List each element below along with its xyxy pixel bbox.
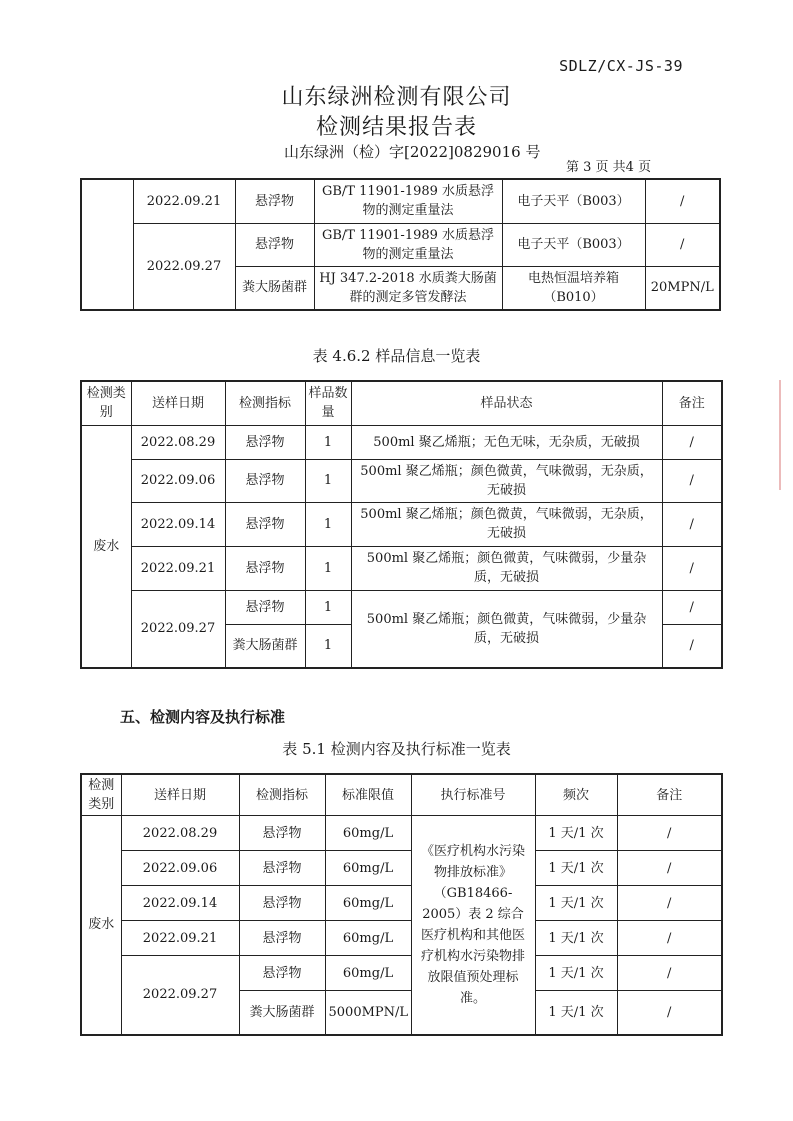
limit-cell: 5000MPN/L <box>325 991 411 1035</box>
header-cell: 执行标准号 <box>411 774 535 816</box>
company-name: 山东绿洲检测有限公司 <box>281 85 512 110</box>
indicator-cell: 悬浮物 <box>235 179 314 223</box>
state-cell: 500ml 聚乙烯瓶；颜色微黄，气味微弱，无杂质，无破损 <box>351 459 662 502</box>
qty-cell: 1 <box>305 624 351 668</box>
indicator-cell: 粪大肠菌群 <box>225 624 305 668</box>
page-info: 第 3 页 共4 页 <box>566 160 652 175</box>
section-5-title: 五、检测内容及执行标准 <box>120 708 286 726</box>
freq-cell: 1 天/1 次 <box>535 921 617 956</box>
state-cell: 500ml 聚乙烯瓶；颜色微黄，气味微弱，无杂质，无破损 <box>351 502 662 546</box>
date-cell: 2022.09.06 <box>131 459 225 502</box>
date-cell: 2022.09.14 <box>131 502 225 546</box>
header-cell: 备注 <box>617 774 722 816</box>
header-cell: 送样日期 <box>131 381 225 425</box>
header-cell: 检测指标 <box>239 774 325 816</box>
qty-cell: 1 <box>305 546 351 590</box>
freq-cell: 1 天/1 次 <box>535 816 617 851</box>
header-cell: 送样日期 <box>121 774 239 816</box>
indicator-cell: 悬浮物 <box>239 886 325 921</box>
limit-cell: 60mg/L <box>325 921 411 956</box>
limit-cell: 60mg/L <box>325 956 411 991</box>
table-header-row <box>81 381 722 425</box>
report-number: 山东绿洲（检）字[2022]0829016 号 <box>284 143 541 161</box>
note-cell: / <box>662 502 722 546</box>
note-cell: / <box>662 425 722 459</box>
indicator-cell: 悬浮物 <box>225 502 305 546</box>
note-cell: / <box>617 921 722 956</box>
sample-info-table <box>80 380 723 669</box>
limit-cell: 20MPN/L <box>645 266 720 310</box>
indicator-cell: 悬浮物 <box>225 425 305 459</box>
header-cell: 检测类别 <box>81 381 131 425</box>
continued-method-table <box>80 178 721 311</box>
header-cell: 样品状态 <box>351 381 662 425</box>
indicator-cell: 悬浮物 <box>225 590 305 624</box>
indicator-cell: 悬浮物 <box>239 956 325 991</box>
report-title: 检测结果报告表 <box>315 115 477 140</box>
qty-cell: 1 <box>305 459 351 502</box>
qty-cell: 1 <box>305 590 351 624</box>
header-cell: 标准限值 <box>325 774 411 816</box>
indicator-cell: 粪大肠菌群 <box>239 991 325 1035</box>
table-row <box>81 502 722 546</box>
header-cell: 检测指标 <box>225 381 305 425</box>
note-cell: / <box>662 590 722 624</box>
table-462-caption: 表 4.6.2 样品信息一览表 <box>312 347 481 365</box>
date-cell: 2022.08.29 <box>131 425 225 459</box>
header-cell: 备注 <box>662 381 722 425</box>
date-cell: 2022.09.21 <box>121 921 239 956</box>
date-cell: 2022.09.27 <box>121 956 239 1035</box>
limit-cell: / <box>645 179 720 223</box>
date-cell: 2022.09.27 <box>131 590 225 668</box>
note-cell: / <box>617 956 722 991</box>
note-cell: / <box>617 816 722 851</box>
note-cell: / <box>662 459 722 502</box>
note-cell: / <box>662 546 722 590</box>
table-row <box>81 851 722 886</box>
note-cell: / <box>617 886 722 921</box>
date-cell: 2022.09.27 <box>133 223 235 310</box>
indicator-cell: 悬浮物 <box>239 816 325 851</box>
freq-cell: 1 天/1 次 <box>535 956 617 991</box>
state-cell: 500ml 聚乙烯瓶；颜色微黄，气味微弱，少量杂质，无破损 <box>351 590 662 668</box>
method-cell: HJ 347.2-2018 水质粪大肠菌群的测定多管发酵法 <box>314 266 502 310</box>
indicator-cell: 悬浮物 <box>225 459 305 502</box>
table-row <box>81 590 722 624</box>
state-cell: 500ml 聚乙烯瓶；颜色微黄，气味微弱，少量杂质，无破损 <box>351 546 662 590</box>
table-row <box>81 459 722 502</box>
limit-cell: 60mg/L <box>325 816 411 851</box>
instrument-cell: 电子天平（B003） <box>502 223 645 266</box>
indicator-cell: 悬浮物 <box>239 921 325 956</box>
indicator-cell: 悬浮物 <box>239 851 325 886</box>
limit-cell: 60mg/L <box>325 886 411 921</box>
instrument-cell: 电子天平（B003） <box>502 179 645 223</box>
freq-cell: 1 天/1 次 <box>535 886 617 921</box>
header-cell: 检测类别 <box>81 774 121 816</box>
table-row <box>81 425 722 459</box>
category-cell: 废水 <box>81 425 131 668</box>
note-cell: / <box>617 851 722 886</box>
state-cell: 500ml 聚乙烯瓶；无色无味，无杂质，无破损 <box>351 425 662 459</box>
table-row <box>81 223 720 266</box>
indicator-cell: 悬浮物 <box>235 223 314 266</box>
seal-edge-mark <box>779 380 791 490</box>
indicator-cell: 粪大肠菌群 <box>235 266 314 310</box>
method-cell: GB/T 11901-1989 水质悬浮物的测定重量法 <box>314 223 502 266</box>
date-cell: 2022.08.29 <box>121 816 239 851</box>
note-cell: / <box>617 991 722 1035</box>
method-cell: GB/T 11901-1989 水质悬浮物的测定重量法 <box>314 179 502 223</box>
instrument-cell: 电热恒温培养箱（B010） <box>502 266 645 310</box>
table-row <box>81 546 722 590</box>
limit-cell: / <box>645 223 720 266</box>
note-cell: / <box>662 624 722 668</box>
table-row <box>81 179 720 223</box>
header-cell: 频次 <box>535 774 617 816</box>
document-code: SDLZ/CX-JS-39 <box>559 57 683 75</box>
date-cell: 2022.09.21 <box>133 179 235 223</box>
header-cell: 样品数量 <box>305 381 351 425</box>
standard-cell: 《医疗机构水污染物排放标准》（GB18466-2005）表 2 综合医疗机构和其他医疗机构水污染物排放限值预处理标准。 <box>411 816 535 1035</box>
table-row <box>81 921 722 956</box>
category-cell: 废水 <box>81 816 121 1035</box>
standard-table <box>80 773 723 1036</box>
date-cell: 2022.09.06 <box>121 851 239 886</box>
table-row <box>81 816 722 851</box>
table-row <box>81 886 722 921</box>
indicator-cell: 悬浮物 <box>225 546 305 590</box>
limit-cell: 60mg/L <box>325 851 411 886</box>
qty-cell: 1 <box>305 425 351 459</box>
table-51-caption: 表 5.1 检测内容及执行标准一览表 <box>282 740 511 758</box>
date-cell: 2022.09.21 <box>131 546 225 590</box>
date-cell: 2022.09.14 <box>121 886 239 921</box>
freq-cell: 1 天/1 次 <box>535 991 617 1035</box>
category-cell <box>81 179 133 310</box>
table-header-row <box>81 774 722 816</box>
qty-cell: 1 <box>305 502 351 546</box>
table-row <box>81 956 722 991</box>
freq-cell: 1 天/1 次 <box>535 851 617 886</box>
